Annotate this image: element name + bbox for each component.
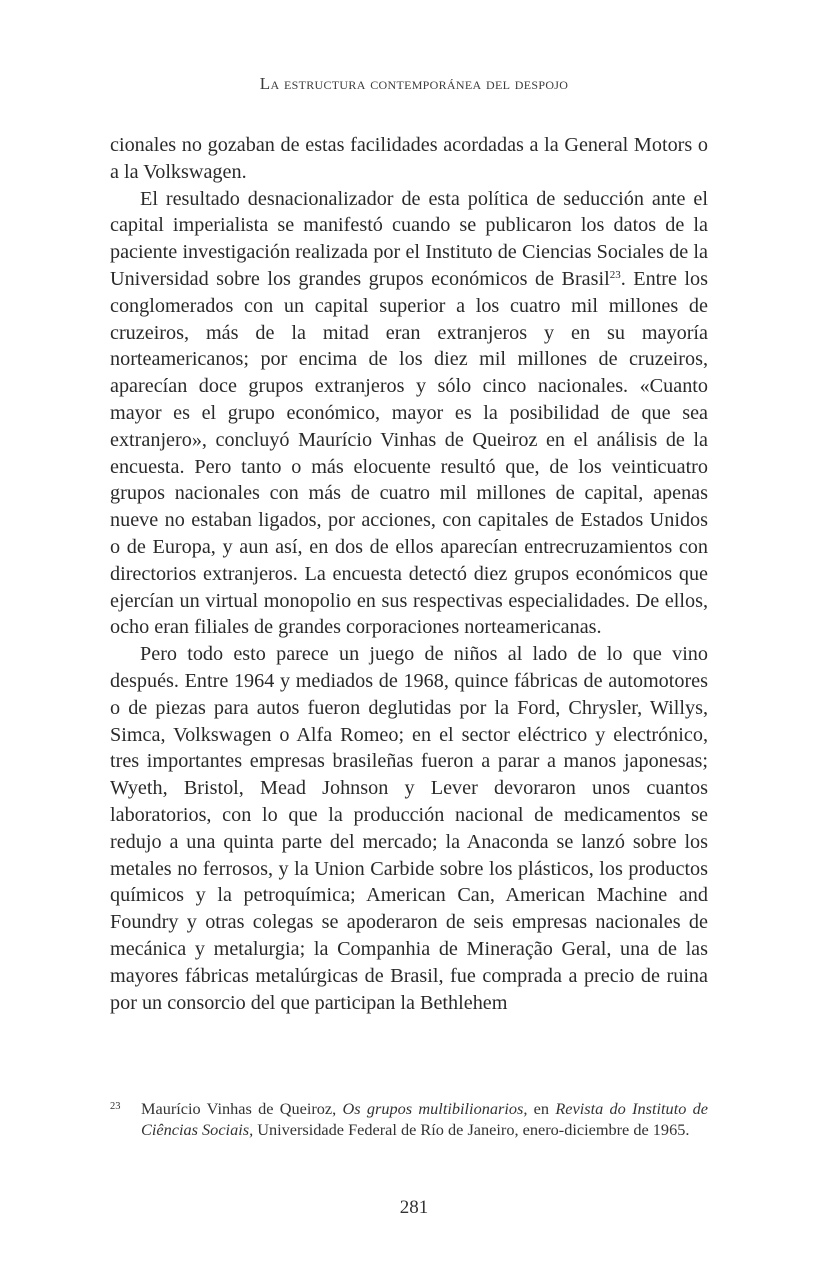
body-text (110, 132, 708, 1016)
footnote-work-title: Os grupos multibilionarios, (342, 1099, 528, 1118)
footnote-number: 23 (110, 1101, 121, 1112)
paragraph-2-text-after-note: . Entre los conglomerados con un capital superior a los cuatro mil millones de cruzeiros, más de la mitad eran extranjeros y en su mayoría norteamericanos; por encima de los diez mil millones de cruzeiros, aparecían doce grupos extranjeros y sólo cinco nacionales. «Cuanto mayor es el grupo económico, mayor es la posibilidad de que sea extranjero», concluyó Maurício Vinhas de Queiroz en el análisis de la encuesta. Pero tanto o más elocuente resultó que, de los veinticuatro grupos nacionales con más de cuatro mil millones de capital, apenas nueve no estaban ligados, por acciones, con capitales de Estados Unidos o de Europa, y aun así, en dos de ellos aparecían entrecruzamientos con directorios extranjeros. La encuesta detectó diez grupos económicos que ejercían un virtual monopolio en sus respectivas especialidades. De ellos, ocho eran filiales de grandes corporaciones norteamericanas. (110, 267, 708, 639)
running-head-title: La estructura contemporánea del despojo (259, 74, 569, 93)
footnote-author: Maurício Vinhas de Queiroz, (141, 1099, 343, 1118)
footnote-publisher-date: Universidade Federal de Río de Janeiro, enero-diciembre de 1965. (253, 1120, 690, 1139)
page-number: 281 (399, 1197, 429, 1218)
paragraph-3: Pero todo esto parece un juego de niños al lado de lo que vino después. Entre 1964 y mediados de 1968, quince fábricas de automotores o de piezas para autos fueron deglutidas por la Ford, Chrysler, Willys, Simca, Volkswagen o Alfa Romeo; en el sector eléctrico y electrónico, tres importantes empresas brasileñas fueron a parar a manos japonesas; Wyeth, Bristol, Mead Johnson y Lever devoraron unos cuantos laboratorios, con lo que la producción nacional de medicamentos se redujo a una quinta parte del mercado; la Anaconda se lanzó sobre los metales no ferrosos, y la Union Carbide sobre los plásticos, los productos químicos y la petroquímica; American Can, American Machine and Foundry y otras colegas se apoderaron de seis empresas nacionales de mecánica y metalurgia; la Companhia de Mineração Geral, una de las mayores fábricas metalúrgicas de Brasil, fue comprada a precio de ruina por un consorcio del que participan la Bethlehem (110, 643, 708, 1014)
paragraph-2 (110, 186, 708, 642)
footnote-text (141, 1098, 708, 1140)
paragraph-1: cionales no gozaban de estas facilidades acordadas a la General Motors o a la Volkswagen. (110, 134, 708, 183)
footnote-connector: en (527, 1099, 556, 1118)
footnote-journal-title: Revista do Instituto de Ciências Sociais, (141, 1099, 708, 1139)
footnote-23 (110, 1098, 708, 1140)
footnote-reference[interactable]: 23 (609, 268, 621, 281)
paragraph-2-text-before-note: El resultado desnacionalizador de esta política de seducción ante el capital imperialista se manifestó cuando se publicaron los datos de la paciente investigación realizada por el Instituto de Ciencias Sociales de la Universidad sobre los grandes grupos económicos de Brasil (110, 187, 708, 290)
